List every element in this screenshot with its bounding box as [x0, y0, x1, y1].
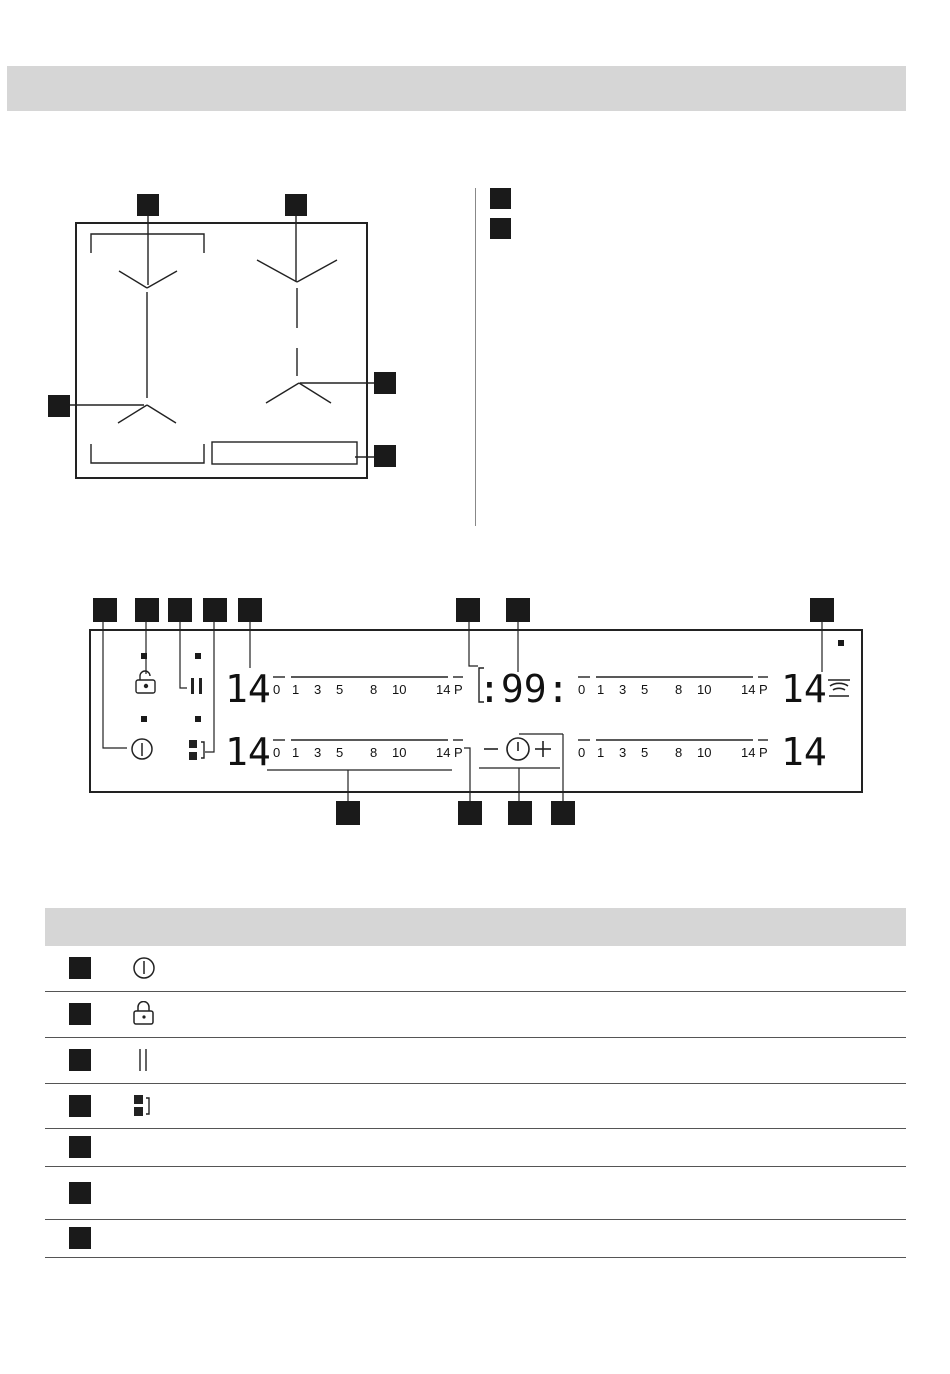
- table-header-cell: [45, 908, 131, 946]
- scale-label-2-1: 1: [597, 682, 605, 697]
- row-marker: [69, 1227, 91, 1249]
- control-panel-diagram: [0, 590, 950, 830]
- power-display-4: 14: [781, 730, 827, 774]
- scale-label-3-5: 10: [697, 745, 712, 760]
- scale-label-2-6: 14: [741, 682, 756, 697]
- table-row: [45, 1037, 906, 1083]
- scale-label-1-4: 8: [370, 745, 378, 760]
- table-row: [45, 946, 906, 991]
- column-divider: [475, 188, 476, 526]
- legend-marker-2: [490, 218, 511, 239]
- scale-label-2-0: 0: [578, 682, 586, 697]
- scale-label-3-0: 0: [578, 745, 586, 760]
- power-display-1: 14: [225, 667, 271, 711]
- table-row: [45, 991, 906, 1037]
- scale-label-0-6: 14: [436, 682, 451, 697]
- scale-label-0-0: 0: [273, 682, 281, 697]
- scale-label-2-5: 10: [697, 682, 712, 697]
- table-header-cell: [131, 908, 261, 946]
- scale-label-1-0: 0: [273, 745, 281, 760]
- scale-label-2-7: P: [759, 682, 768, 697]
- row-marker: [69, 1182, 91, 1204]
- row-marker: [69, 1003, 91, 1025]
- scale-label-1-5: 10: [392, 745, 407, 760]
- scale-label-1-1: 1: [292, 745, 300, 760]
- timer-display: :99:: [478, 667, 570, 711]
- scale-label-3-4: 8: [675, 745, 683, 760]
- row-marker: [69, 957, 91, 979]
- row-marker: [69, 1095, 91, 1117]
- scale-label-1-7: P: [454, 745, 463, 760]
- cooktop-marker-c: [48, 395, 70, 417]
- scale-label-1-2: 3: [314, 745, 322, 760]
- scale-label-0-7: P: [454, 682, 463, 697]
- cooktop-marker-a: [137, 194, 159, 216]
- cooktop-diagram: [0, 180, 420, 500]
- scale-label-0-5: 10: [392, 682, 407, 697]
- scale-label-2-2: 3: [619, 682, 627, 697]
- pause-icon: [131, 1047, 157, 1073]
- scale-label-0-3: 5: [336, 682, 344, 697]
- cooktop-marker-e: [374, 445, 396, 467]
- table-row: [45, 1219, 906, 1257]
- power-display-2: 14: [225, 730, 271, 774]
- scale-label-2-4: 8: [675, 682, 683, 697]
- scale-label-3-2: 3: [619, 745, 627, 760]
- scale-label-0-2: 3: [314, 682, 322, 697]
- table-row: [45, 1166, 906, 1219]
- onoff-icon: [131, 955, 157, 981]
- table-header-cell: [501, 908, 906, 946]
- scale-label-1-3: 5: [336, 745, 344, 760]
- scale-label-3-7: P: [759, 745, 768, 760]
- scale-label-3-6: 14: [741, 745, 756, 760]
- lock-icon: [131, 1001, 157, 1027]
- table-header-row: [45, 908, 906, 946]
- scale-label-0-1: 1: [292, 682, 300, 697]
- row-marker: [69, 1049, 91, 1071]
- symbol-table: [45, 908, 906, 1258]
- scale-label-3-3: 5: [641, 745, 649, 760]
- scale-label-3-1: 1: [597, 745, 605, 760]
- legend-marker-1: [490, 188, 511, 209]
- table-row: [45, 1128, 906, 1166]
- table-row: [45, 1083, 906, 1128]
- table-header-cell: [261, 908, 501, 946]
- cooktop-marker-b: [285, 194, 307, 216]
- row-marker: [69, 1136, 91, 1158]
- scale-label-0-4: 8: [370, 682, 378, 697]
- cooktop-marker-d: [374, 372, 396, 394]
- power-display-3: 14: [781, 667, 827, 711]
- scale-label-2-3: 5: [641, 682, 649, 697]
- scale-label-1-6: 14: [436, 745, 451, 760]
- bridge-icon: [131, 1093, 157, 1119]
- header-band: [7, 66, 906, 111]
